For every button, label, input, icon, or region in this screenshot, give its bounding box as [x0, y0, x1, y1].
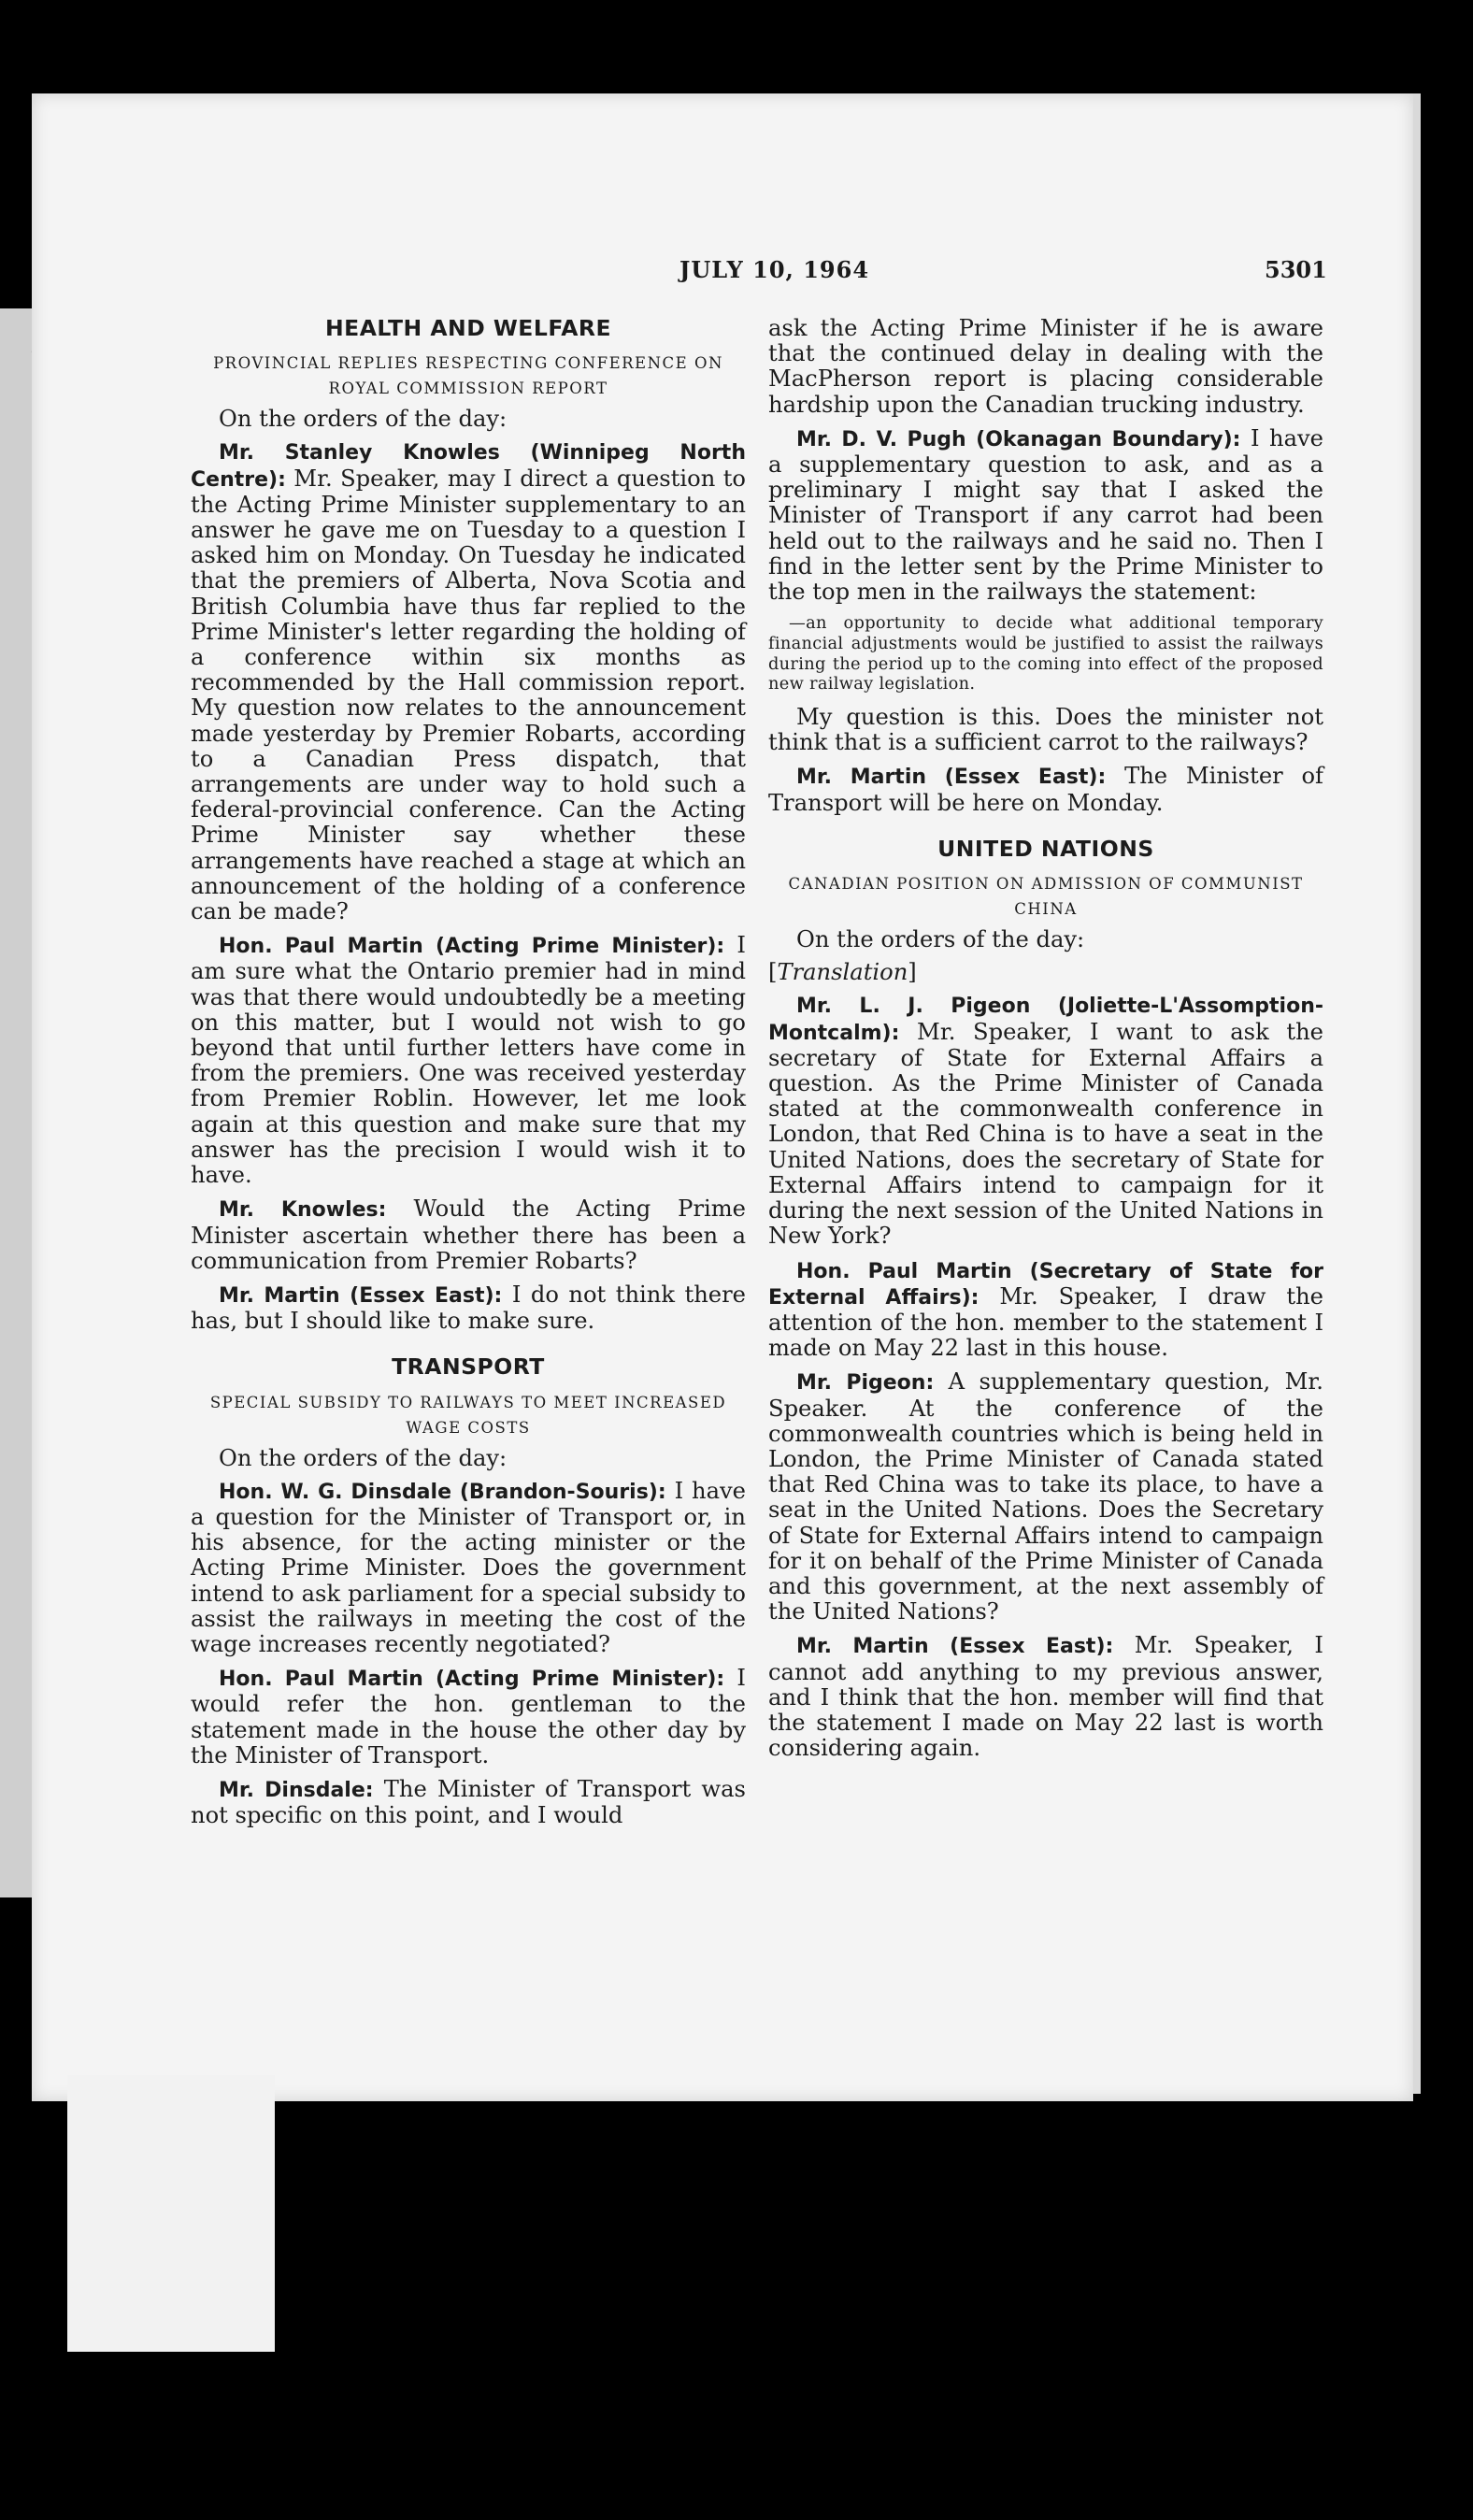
- paragraph: [191, 1479, 746, 1657]
- speech-text: I have a question for the Minister of Transport or, in his absence, for the acting minister or the Acting Prime Minister. Does the government intend to ask parliament for a special subsidy to assist the railways in meeting the cost of the wage increases recently negotiated?: [191, 1477, 746, 1657]
- paragraph: [191, 439, 746, 924]
- paragraph: [191, 1282, 746, 1334]
- paragraph: [768, 764, 1323, 815]
- speaker-name: Mr. Martin (Essex East):: [219, 1283, 503, 1308]
- speaker-name: Mr. Dinsdale:: [219, 1778, 374, 1802]
- translation-label: Translation: [777, 959, 908, 986]
- speech-text: The Minister of Transport will be here on Monday.: [768, 763, 1323, 816]
- paragraph: [191, 1666, 746, 1768]
- page-number: 5301: [1265, 256, 1327, 283]
- block-quote: —an opportunity to decide what additional temporary financial adjustments would be justified to assist the railways during the period up to the coming into effect of the proposed new railway legislation.: [768, 613, 1323, 694]
- speech-text: I am sure what the Ontario premier had in mind was that there would undoubtedly be a meeting on this matter, but I would not wish to go beyond that until further letters have come in from the premiers. One was received yesterday from Premier Roblin. However, let me look again at this question and make sure that my answer has the precision I would wish it to have.: [191, 932, 746, 1189]
- speech-text: Mr. Speaker, may I direct a question to the Acting Prime Minister supplementary to an answer he gave me on Tuesday to a question I asked him on Monday. On Tuesday he indicated that the premiers of Alberta, Nova Scotia and British Columbia have thus far replied to the Prime Minister's letter regarding the holding of a conference within six months as recommended by the Hall commission report. My question now relates to the announcement made yesterday by Premier Robarts, according to a Canadian Press dispatch, that arrangements are under way to hold such a federal-provincial conference. Can the Acting Prime Minister say whether these arrangements have reached a stage at which an announcement of the holding of a conference can be made?: [191, 465, 746, 925]
- speech-text: The Minister of Transport was not specific on this point, and I would: [191, 1775, 746, 1829]
- orders-of-day: On the orders of the day:: [219, 1444, 508, 1471]
- speaker-name: Mr. Stanley Knowles (Winnipeg North Centre):: [191, 441, 746, 492]
- paragraph: [191, 1777, 746, 1828]
- section-heading-health: HEALTH AND WELFARE: [324, 315, 612, 341]
- subheading-transport: SPECIAL SUBSIDY TO RAILWAYS TO MEET INCREASED WAGE COSTS: [209, 1393, 727, 1437]
- paragraph-continued: ask the Acting Prime Minister if he is aware that the continued delay in dealing with the MacPherson report is placing considerable hardship upon the Canadian trucking industry.: [768, 315, 1323, 418]
- speaker-name: Mr. Knowles:: [219, 1198, 387, 1223]
- speech-text: Would the Acting Prime Minister ascertain whether there has been a communication from Premier Robarts?: [191, 1196, 746, 1274]
- speaker-name: Hon. Paul Martin (Acting Prime Minister):: [219, 1668, 725, 1692]
- speech-text: Mr. Speaker, I cannot add anything to my previous answer, and I think that the hon. member will find that the statement I made on May 22 last is worth considering again.: [768, 1632, 1323, 1762]
- paragraph: My question is this. Does the minister not think that is a sufficient carrot to the railways?: [768, 704, 1323, 756]
- speaker-name: Mr. D. V. Pugh (Okanagan Boundary):: [796, 427, 1241, 451]
- speaker-name: Hon. Paul Martin (Acting Prime Minister):: [219, 935, 725, 959]
- subheading-un: CANADIAN POSITION ON ADMISSION OF COMMUNIST CHINA: [788, 875, 1304, 919]
- section-heading-transport: TRANSPORT: [392, 1353, 545, 1381]
- subheading-health: PROVINCIAL REPLIES RESPECTING CONFERENCE ON ROYAL COMMISSION REPORT: [213, 354, 723, 398]
- speech-text: A supplementary question, Mr. Speaker. At the conference of the commonwealth countries which is being held in London, the Prime Minister of Canada stated that Red China was to take its place, to have a seat in the United Nations. Does the Secretary of State for External Affairs intend to campaign for it on behalf of the Prime Minister of Canada and this government, at the next assembly of the United Nations?: [768, 1368, 1323, 1625]
- orders-of-day: On the orders of the day:: [219, 406, 508, 433]
- paragraph: [191, 933, 746, 1188]
- speech-text: I would refer the hon. gentleman to the statement made in the house the other day by the Minister of Transport.: [191, 1665, 746, 1768]
- speaker-name: Hon. Paul Martin (Secretary of State for External Affairs):: [768, 1259, 1323, 1310]
- speech-text: I have a supplementary question to ask, and as a preliminary I might say that I asked the Minister of Transport if any carrot had been held out to the railways and he said no. Then I find in the letter sent by the Prime Minister to the top men in the railways the statement:: [768, 424, 1323, 606]
- speech-text: Mr. Speaker, I draw the attention of the hon. member to the statement I made on May 22 last in this house.: [768, 1282, 1323, 1362]
- paragraph: [768, 426, 1323, 605]
- speech-text: I do not think there has, but I should like to make sure.: [191, 1281, 746, 1335]
- speaker-name: Mr. Martin (Essex East):: [796, 1635, 1114, 1659]
- speech-text: Mr. Speaker, I want to ask the secretary of State for External Affairs a question. As the Prime Minister of Canada stated at the commonwealth conference in London, that Red China is to have a seat in the United Nations, does the secretary of State for External Affairs intend to campaign for it during the next session of the United Nations in New York?: [768, 1018, 1323, 1250]
- right-column: [768, 316, 1323, 1769]
- paragraph: [191, 1196, 746, 1274]
- paragraph: [768, 1633, 1323, 1761]
- speaker-name: Mr. L. J. Pigeon (Joliette-L'Assomption-Montcalm):: [768, 995, 1323, 1045]
- paragraph: [768, 1369, 1323, 1625]
- paper-slip: [67, 2075, 275, 2352]
- left-column: [191, 316, 746, 1837]
- translation-marker: [Translation]: [768, 959, 917, 986]
- page-date: JULY 10, 1964: [679, 256, 870, 283]
- speaker-name: Hon. W. G. Dinsdale (Brandon-Souris):: [219, 1480, 666, 1504]
- paragraph: [768, 1258, 1323, 1362]
- paragraph: [768, 993, 1323, 1249]
- speaker-name: Mr. Martin (Essex East):: [796, 766, 1107, 790]
- speaker-name: Mr. Pigeon:: [796, 1371, 935, 1396]
- orders-of-day: On the orders of the day:: [796, 926, 1085, 953]
- section-heading-un: UNITED NATIONS: [937, 835, 1154, 862]
